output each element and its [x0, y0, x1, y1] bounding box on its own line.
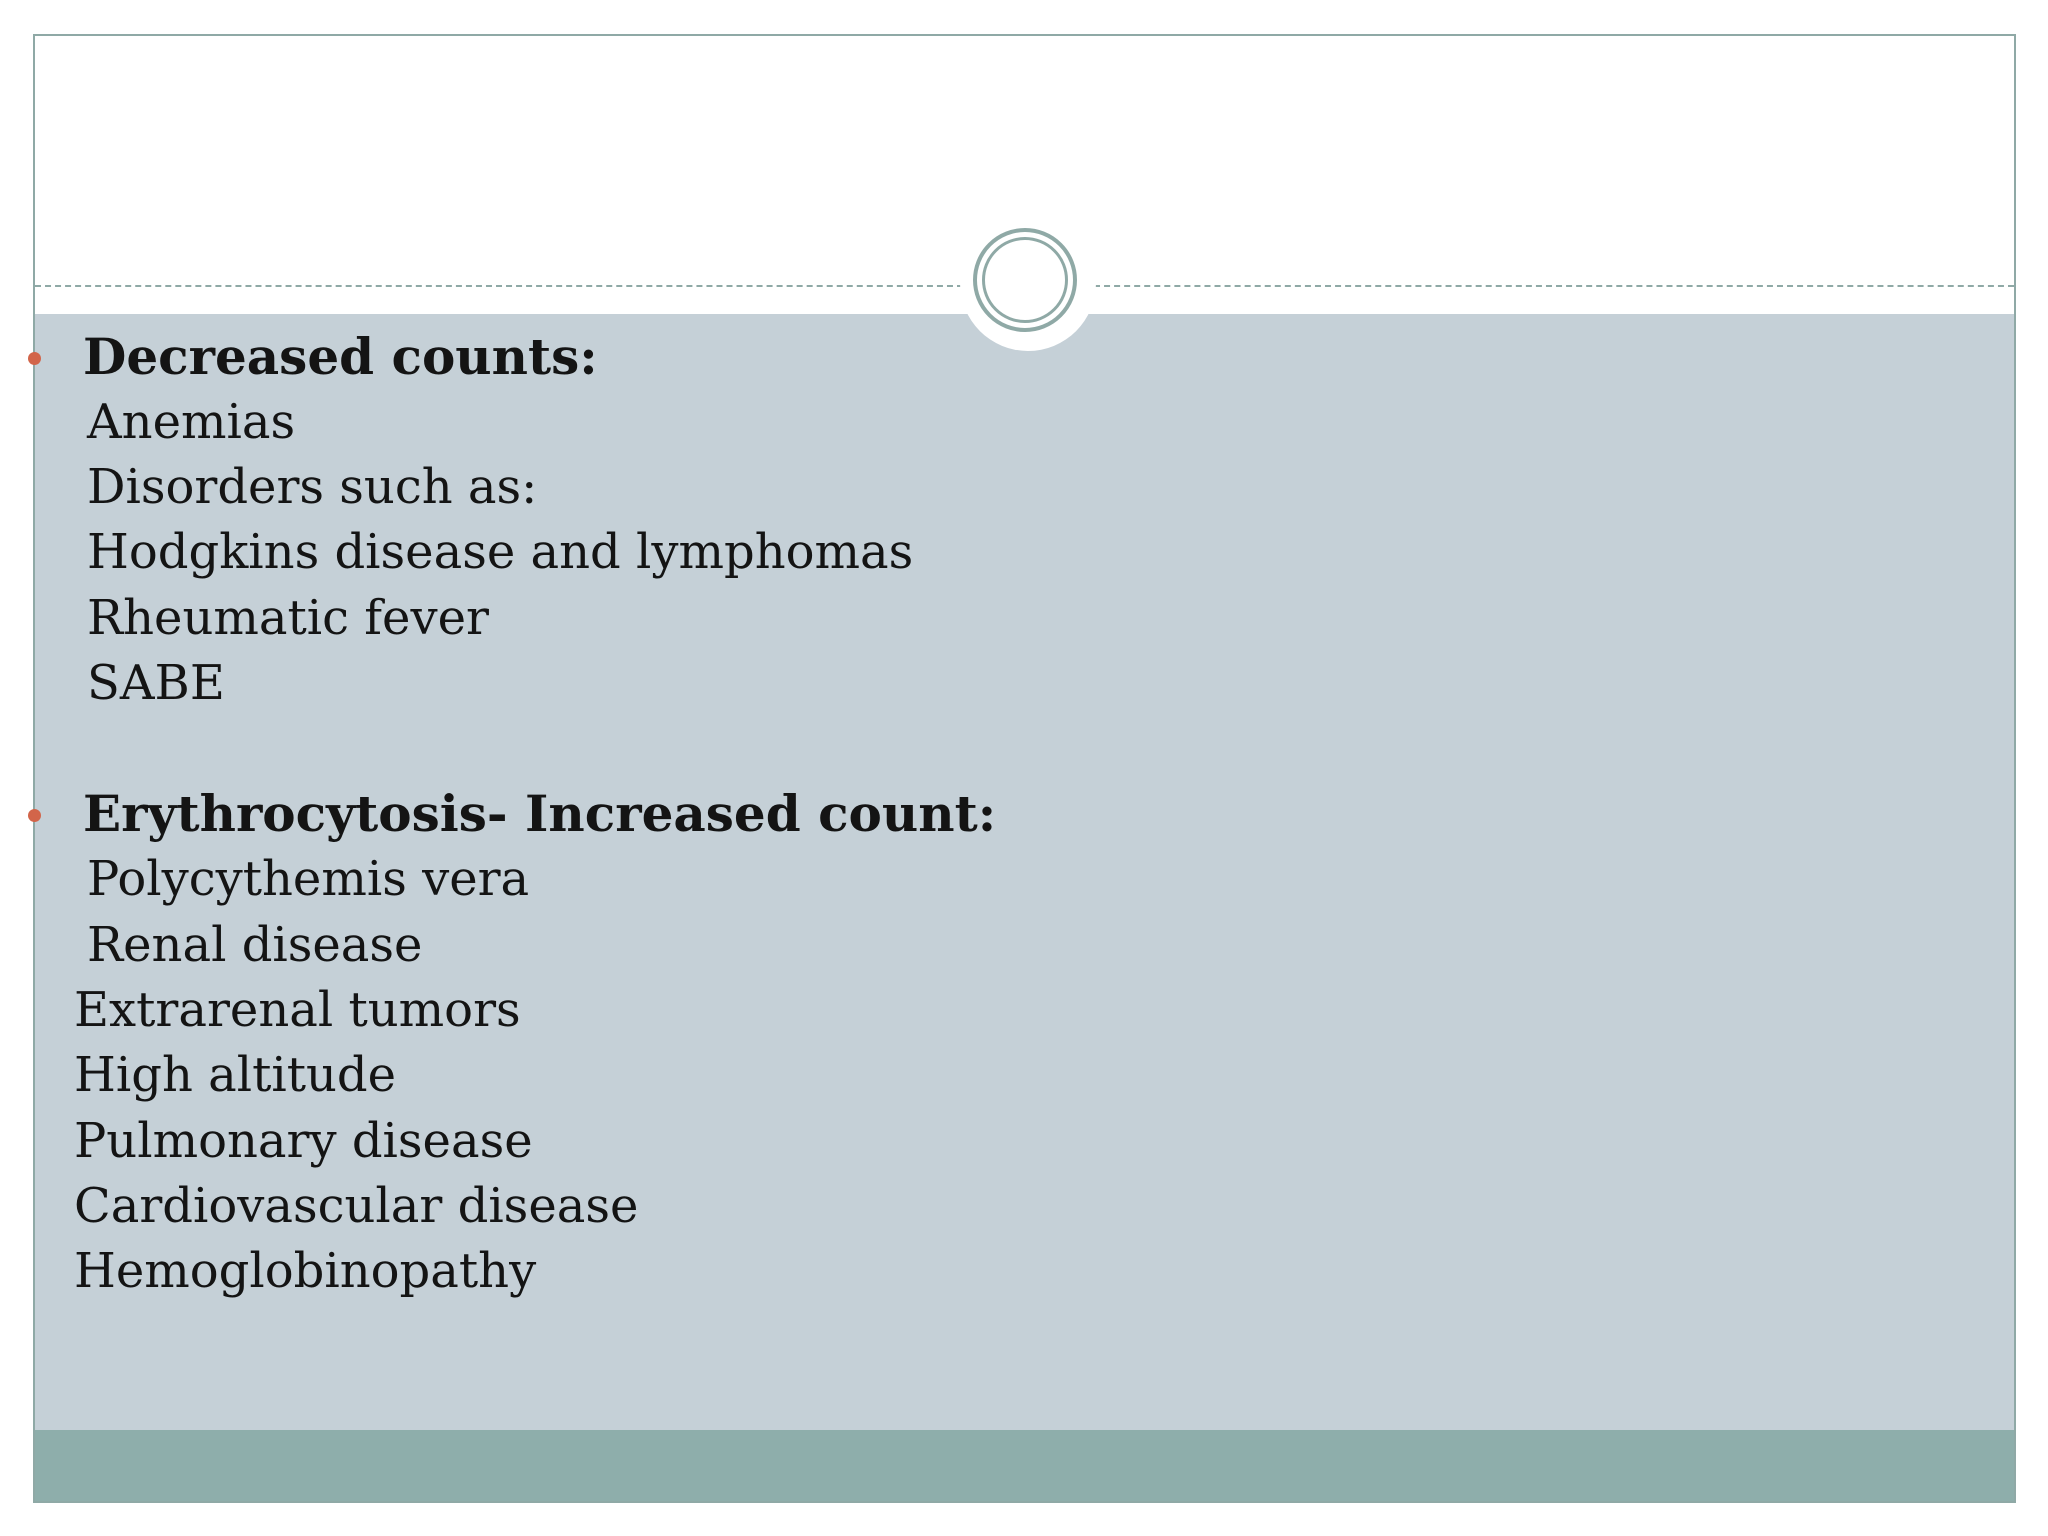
- bullet-icon: [28, 809, 41, 822]
- list-item: SABE: [87, 655, 225, 711]
- section-heading-increased: Erythrocytosis- Increased count:: [83, 784, 997, 843]
- list-item: Renal disease: [87, 917, 423, 973]
- list-item: Disorders such as:: [87, 459, 538, 515]
- list-item: Hemoglobinopathy: [74, 1243, 537, 1299]
- list-item: Polycythemis vera: [87, 851, 530, 907]
- bullet-icon: [28, 352, 41, 365]
- section-heading-decreased: Decreased counts:: [83, 327, 598, 386]
- list-item: Cardiovascular disease: [74, 1178, 639, 1234]
- list-item: Pulmonary disease: [74, 1113, 533, 1169]
- list-item: Extrarenal tumors: [74, 982, 521, 1038]
- list-item: Anemias: [87, 394, 296, 450]
- list-item: Hodgkins disease and lymphomas: [87, 524, 914, 580]
- list-item: Rheumatic fever: [87, 590, 489, 646]
- list-item: High altitude: [74, 1047, 397, 1103]
